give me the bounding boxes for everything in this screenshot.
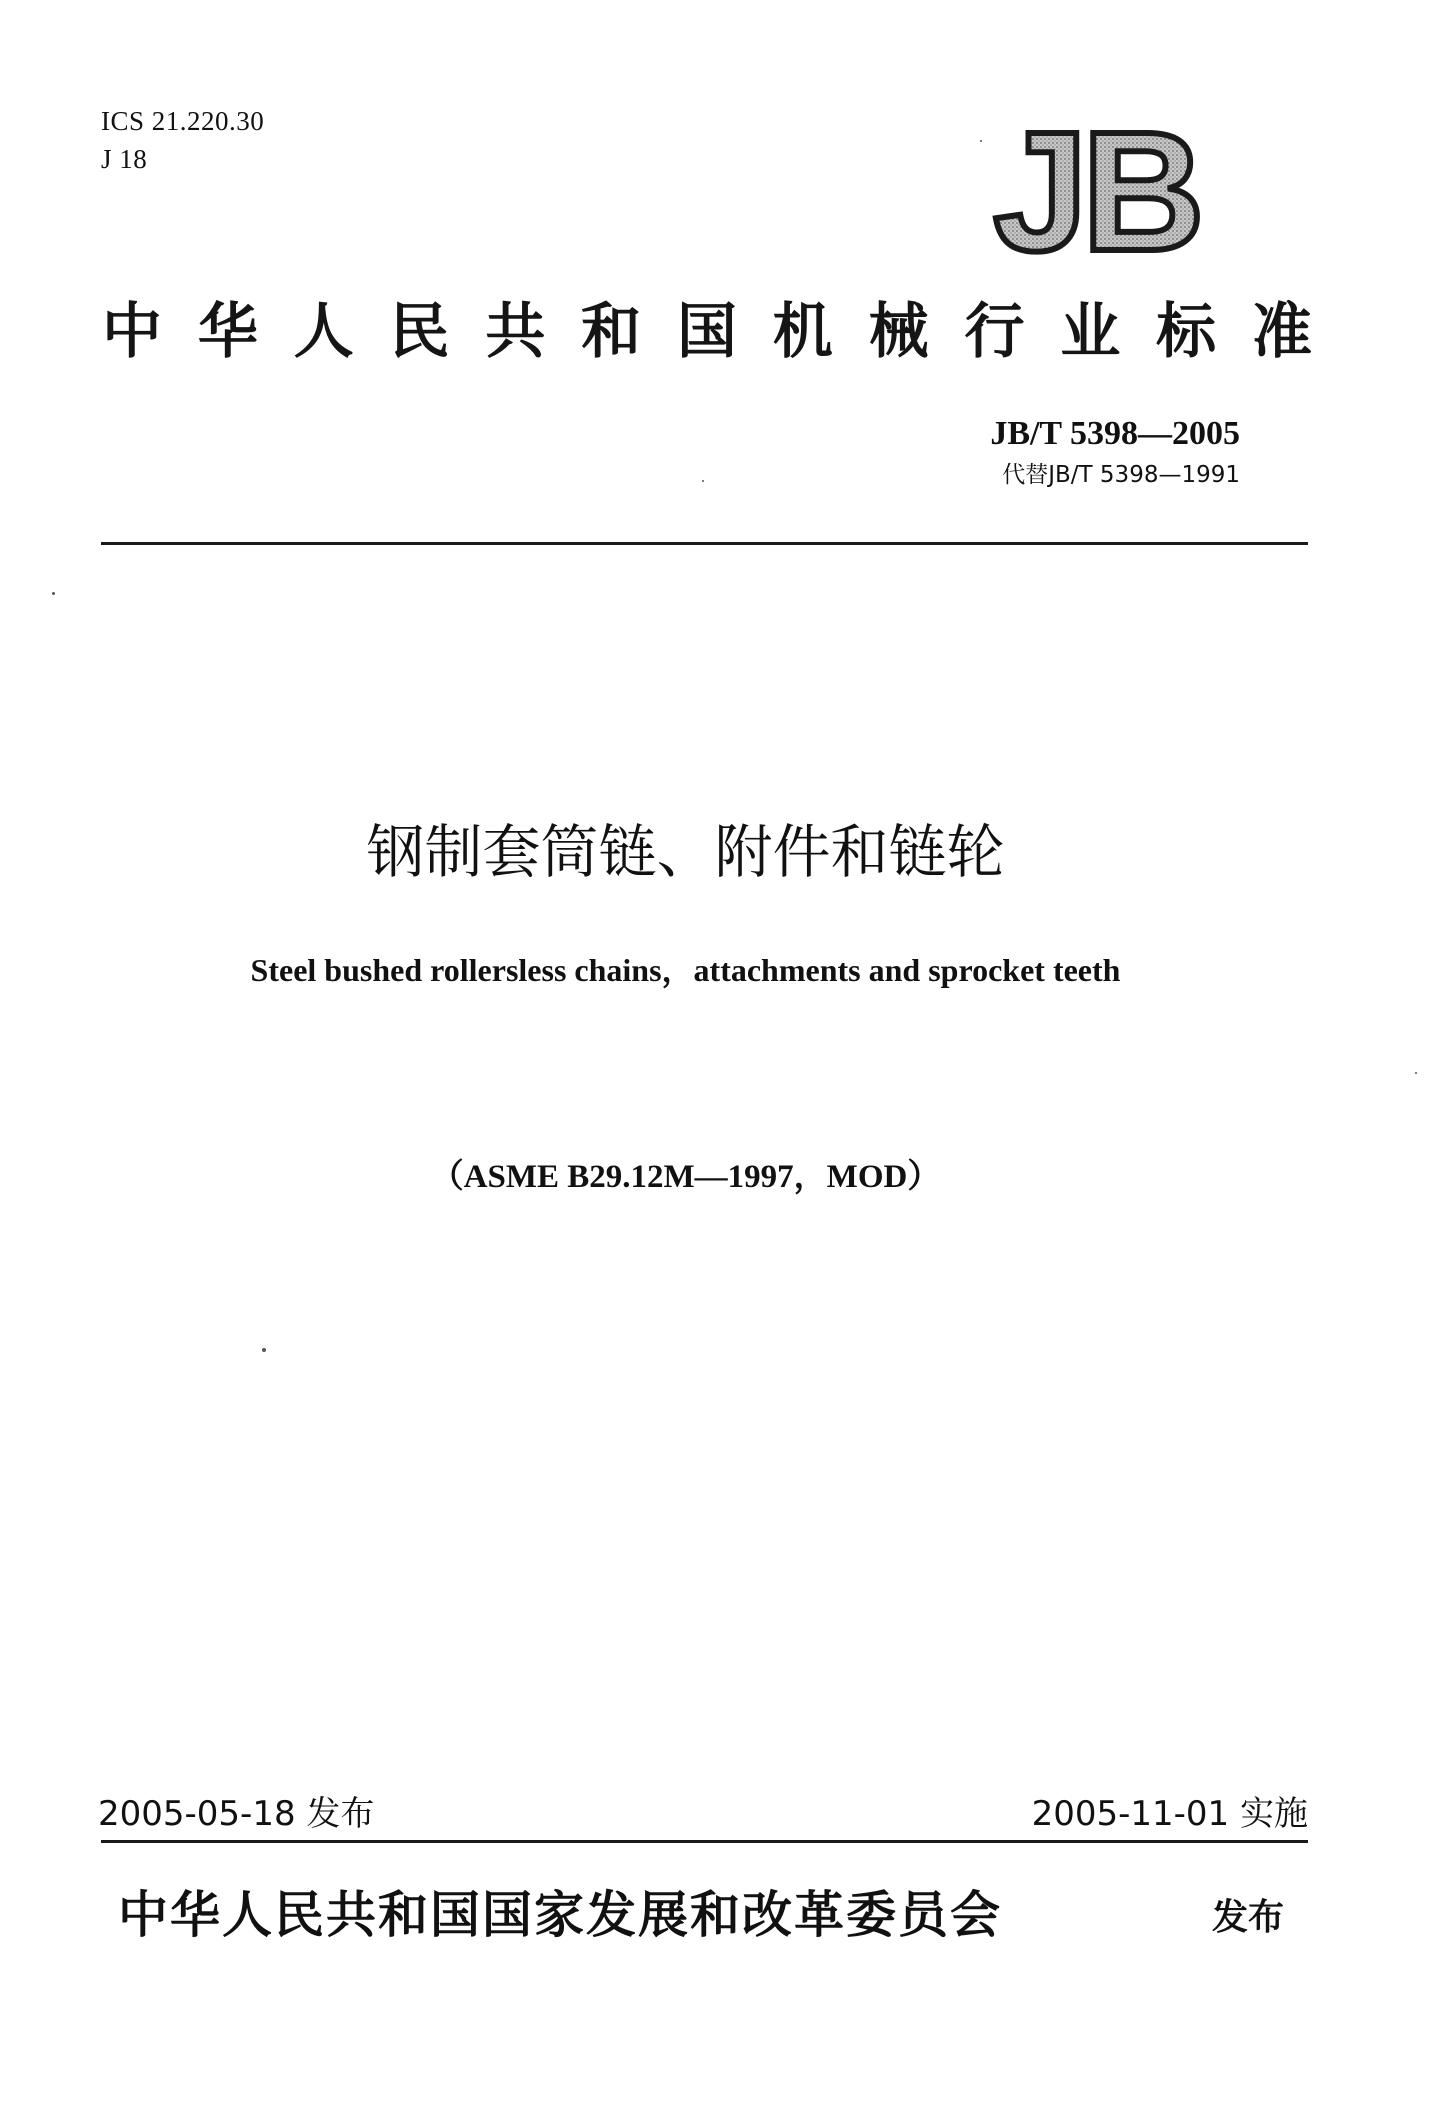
scan-speck xyxy=(702,480,704,482)
ministry-char: 机 xyxy=(772,297,833,367)
ministry-char: 标 xyxy=(1156,297,1217,367)
title-chinese: 钢制套筒链、附件和链轮 xyxy=(366,818,1005,886)
ministry-char: 准 xyxy=(1251,297,1312,367)
ministry-char: 业 xyxy=(1060,297,1121,367)
ministry-char: 华 xyxy=(197,297,258,367)
footer-rule xyxy=(101,1840,1308,1843)
ccs-code: J 18 xyxy=(101,144,148,174)
scan-speck xyxy=(262,1348,266,1352)
ministry-char: 行 xyxy=(964,297,1025,367)
replaces-code: 代替JB/T 5398—1991 xyxy=(1002,462,1240,488)
ministry-char: 民 xyxy=(389,297,450,367)
ministry-char: 国 xyxy=(676,297,737,367)
ministry-char: 和 xyxy=(581,297,642,367)
title-english: Steel bushed rollersless chains，attachments and sprocket teeth xyxy=(250,952,1121,988)
ministry-title xyxy=(102,292,1312,372)
standard-code: JB/T 5398—2005 xyxy=(990,415,1240,452)
scan-speck xyxy=(52,592,55,595)
scan-speck xyxy=(1415,1072,1417,1074)
header-rule xyxy=(101,542,1308,545)
ministry-char: 中 xyxy=(102,297,162,367)
scan-speck xyxy=(980,140,982,142)
ministry-char: 共 xyxy=(485,297,546,367)
issue-date: 2005-05-18 发布 xyxy=(98,1794,375,1834)
ics-code: ICS 21.220.30 xyxy=(101,106,265,136)
jb-logo-text: JB xyxy=(993,118,1199,260)
ministry-char: 械 xyxy=(868,297,929,367)
ministry-char: 人 xyxy=(293,297,354,367)
jb-logo xyxy=(960,118,1232,260)
implementation-date: 2005-11-01 实施 xyxy=(1031,1794,1308,1834)
classification-block xyxy=(101,102,264,178)
publisher-name: 中华人民共和国国家发展和改革委员会 xyxy=(118,1886,1002,1944)
adoption-note: （ASME B29.12M—1997，MOD） xyxy=(430,1159,941,1195)
publisher-suffix: 发布 xyxy=(1212,1897,1285,1938)
